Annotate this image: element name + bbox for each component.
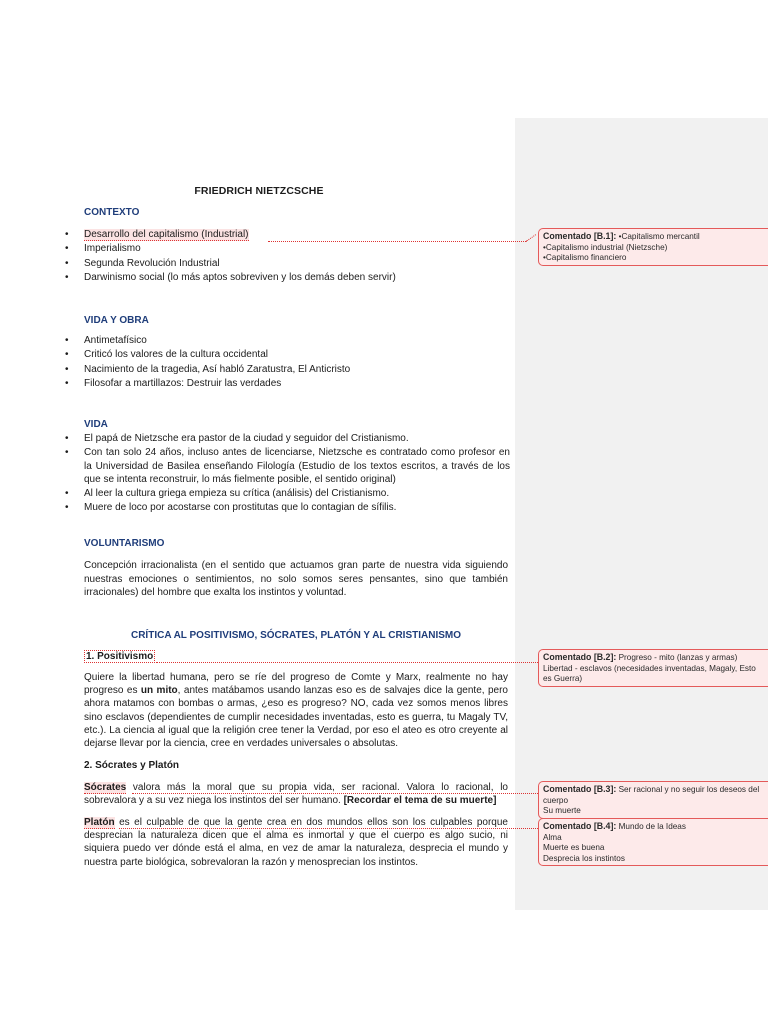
heading-voluntarismo: VOLUNTARISMO <box>84 538 165 549</box>
list-item: • Criticó los valores de la cultura occidental <box>64 348 510 362</box>
comment-line: Libertad - esclavos (necesidades inventadas, Magaly, Esto es Guerra) <box>543 663 756 684</box>
heading-contexto: CONTEXTO <box>84 207 140 218</box>
list-item: • Filosofar a martillazos: Destruir las verdades <box>64 377 510 391</box>
comment-line: Muerte es buena <box>543 843 605 853</box>
comment-line: Alma <box>543 832 562 842</box>
comment-text: Mundo de la Ideas <box>616 822 686 831</box>
comment-label: Comentado [B.1]: <box>543 231 617 241</box>
paragraph-bold: un mito <box>140 685 178 697</box>
list-item: • Muere de loco por acostarse con prostitutas que lo contagian de sífilis. <box>64 501 510 515</box>
comment-text: Progreso - mito (lanzas y armas) <box>616 653 738 662</box>
comment-line: •Capitalismo financiero <box>543 253 627 263</box>
subheading-socrates-platon: 2. Sócrates y Platón <box>84 760 180 771</box>
list-item: • Al leer la cultura griega empieza su crítica (análisis) del Cristianismo. <box>64 487 510 501</box>
comment-label: Comentado [B.3]: <box>543 784 617 794</box>
list-item: • Nacimiento de la tragedia, Así habló Zaratustra, El Anticristo <box>64 363 510 377</box>
comment-anchor-b3[interactable]: Sócrates <box>84 782 127 793</box>
comment-anchor-b4[interactable]: Platón <box>84 817 115 828</box>
comment-line: •Capitalismo industrial (Nietzsche) <box>543 242 668 252</box>
contexto-list <box>64 228 510 285</box>
platon-paragraph <box>84 816 508 869</box>
voluntarismo-paragraph: Concepción irracionalista (en el sentido que actuamos gran parte de nuestra vida siguiendo nuestras emociones o sentimientos, no solo somos seres pensantes, sino que también irracionales) del hombre que exalta los instintos y voluntad. <box>84 560 508 599</box>
list-item: • Antimetafísico <box>64 334 510 348</box>
subheading-positivismo <box>84 651 155 662</box>
comment-text: Ser racional y no seguir los deseos del cuerpo <box>543 785 760 805</box>
list-item: • Con tan solo 24 años, incluso antes de licenciarse, Nietzsche es contratado como profesor en la Universidad de Basilea enseñando Filología (Estudio de los textos escritos, a través de los que se intenta reconstruir, lo más fielmente posible, el sentido original) <box>64 446 510 487</box>
comment-b1[interactable] <box>538 228 768 266</box>
heading-vida-obra: VIDA Y OBRA <box>84 315 149 326</box>
comment-b2[interactable] <box>538 649 768 687</box>
list-item: • Segunda Revolución Industrial <box>64 257 510 271</box>
paragraph-text: Quiere la libertad humana, pero se ríe del progreso de Comte y Marx, realmente no hay progreso es <box>84 672 508 697</box>
vida-obra-list <box>64 334 510 391</box>
comment-label: Comentado [B.4]: <box>543 821 617 831</box>
paragraph-bold: [Recordar el tema de su muerte] <box>343 795 497 807</box>
heading-critica: CRÍTICA AL POSITIVISMO, SÓCRATES, PLATÓN Y AL CRISTIANISMO <box>130 630 462 641</box>
comment-connector-b1 <box>268 241 526 242</box>
comment-line: Su muerte <box>543 806 581 816</box>
socrates-paragraph <box>84 781 508 807</box>
comment-b4[interactable] <box>538 818 768 866</box>
vida-list <box>64 432 510 516</box>
positivismo-paragraph <box>84 671 508 750</box>
paragraph-text: valora más la moral que su propia vida, ser racional. Valora lo racional, lo sobrevalora y a su vez niega los instintos del ser humano. <box>84 782 508 807</box>
heading-vida: VIDA <box>84 419 108 430</box>
comment-line: Desprecia los instintos <box>543 853 625 863</box>
comment-text: •Capitalismo mercantil <box>616 232 700 241</box>
paragraph-text: , antes matábamos usando lanzas eso es de salvajes dice la gente, pero ahora matamos con bombas o armas, ¿eso es progreso? NO, cada vez somos menos libres sino esclavos (dependientes de cumplir necesidades inventadas, esto es guerra, tu Magaly TV, etc.). La ciencia al igual que la religión cree tener la Verdad, por eso el ateo es otro creyente al dejarse llevar por la ciencia, cree en verdades universales o absolutas. <box>84 685 508 750</box>
paragraph-text: es el culpable de que la gente crea en dos mundos ellos son los culpables porque desprecian la naturaleza dicen que el alma es inmortal y que el cuerpo es algo sucio, ni siquiera puedo ver dónde está el alma, en vez de amar la naturaleza, desprecia el mundo y nuestra parte biológica, sobrevaloran la razón y menosprecian los instintos. <box>84 817 508 868</box>
comment-connector-b3 <box>132 793 538 794</box>
document-title: FRIEDRICH NIETZCSCHE <box>194 185 324 197</box>
comment-connector-b2 <box>156 662 538 663</box>
list-item: • Darwinismo social (lo más aptos sobreviven y los demás deben servir) <box>64 271 510 285</box>
list-item: • Imperialismo <box>64 242 510 256</box>
comment-connector-b4 <box>119 828 538 829</box>
comment-anchor-b1[interactable]: Desarrollo del capitalismo (Industrial) <box>84 229 249 240</box>
comment-label: Comentado [B.2]: <box>543 652 617 662</box>
comment-b3[interactable] <box>538 781 768 819</box>
comment-anchor-b2[interactable]: 1. Positivismo <box>86 651 154 662</box>
list-item: • El papá de Nietzsche era pastor de la ciudad y seguidor del Cristianismo. <box>64 432 510 446</box>
